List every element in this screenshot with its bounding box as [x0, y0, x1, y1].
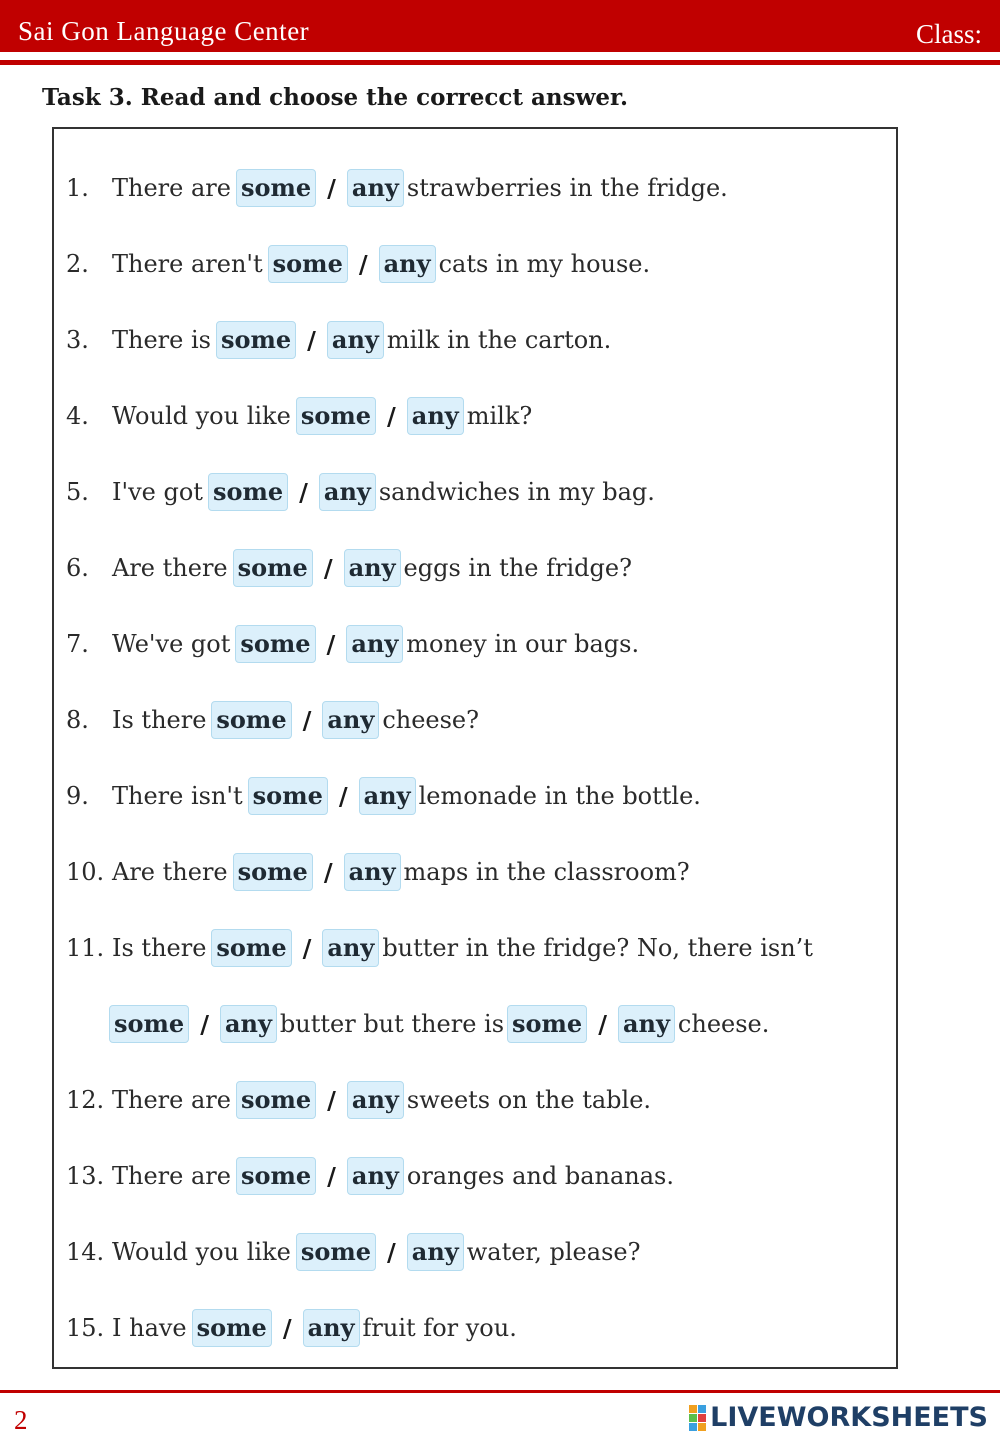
item-text-after: milk? — [466, 402, 533, 430]
option-any[interactable]: any — [346, 625, 403, 663]
option-separator: / — [323, 857, 333, 887]
option-some[interactable]: some — [236, 1081, 316, 1119]
option-separator: / — [327, 173, 336, 203]
option-separator: / — [598, 1009, 607, 1039]
option-separator: / — [307, 325, 316, 355]
item-number: 13. — [66, 1162, 105, 1190]
option-any[interactable]: any — [322, 929, 379, 967]
option-some-2[interactable]: some — [109, 1005, 189, 1043]
option-some[interactable]: some — [296, 1233, 376, 1271]
option-any[interactable]: any — [359, 777, 416, 815]
option-some[interactable]: some — [192, 1309, 272, 1347]
option-any[interactable]: any — [322, 701, 379, 739]
exercise-item — [66, 1078, 651, 1122]
item-text-after: sweets on the table. — [406, 1086, 652, 1114]
header-divider — [0, 60, 1000, 65]
option-separator: / — [302, 705, 312, 735]
item-text-after: strawberries in the fridge. — [406, 174, 728, 202]
brand-logo — [689, 1402, 988, 1433]
exercise-item — [66, 318, 611, 362]
exercise-item — [66, 242, 650, 286]
item-number: 9. — [66, 782, 89, 810]
exercise-item — [66, 1230, 640, 1274]
item-number: 2. — [66, 250, 89, 278]
item-text-before: There are — [112, 174, 231, 202]
item-text-before: Would you like — [112, 402, 291, 430]
item-text-before: There is — [112, 326, 211, 354]
school-name: Sai Gon Language Center — [18, 16, 310, 46]
item-number: 12. — [66, 1086, 105, 1114]
item-number: 11. — [66, 934, 105, 962]
option-separator: / — [327, 1161, 336, 1191]
option-separator: / — [302, 933, 312, 963]
item-text-after: oranges and bananas. — [406, 1162, 674, 1190]
item-text-before: I've got — [112, 478, 203, 506]
item-text-after: money in our bags. — [406, 630, 640, 658]
option-any[interactable]: any — [319, 473, 376, 511]
item-text-before: Are there — [112, 858, 228, 886]
item-text-after: butter in the fridge? No, there isn’t — [382, 934, 813, 962]
header-bar — [0, 0, 1000, 52]
item-number: 8. — [66, 706, 89, 734]
item-text-after: maps in the classroom? — [403, 858, 690, 886]
exercise-item — [66, 926, 813, 970]
item-number: 1. — [66, 174, 89, 202]
item-text-before: Are there — [112, 554, 228, 582]
item-text-after: lemonade in the bottle. — [418, 782, 701, 810]
item-text-middle: butter but there is — [279, 1010, 505, 1038]
item-number: 3. — [66, 326, 89, 354]
option-separator: / — [338, 781, 348, 811]
option-separator: / — [327, 1085, 336, 1115]
item-text-before: There are — [112, 1086, 231, 1114]
option-separator: / — [387, 1237, 396, 1267]
brand-name: LIVEWORKSHEETS — [710, 1402, 988, 1433]
option-any[interactable]: any — [347, 1157, 404, 1195]
option-any-2[interactable]: any — [220, 1005, 277, 1043]
item-text-after: cats in my house. — [438, 250, 651, 278]
item-text-before: Would you like — [112, 1238, 291, 1266]
option-any[interactable]: any — [347, 1081, 404, 1119]
exercise-item — [66, 546, 632, 590]
item-number: 10. — [66, 858, 105, 886]
option-separator: / — [323, 553, 333, 583]
exercise-item — [66, 394, 532, 438]
option-some[interactable]: some — [236, 1157, 316, 1195]
option-separator: / — [387, 401, 396, 431]
option-some[interactable]: some — [233, 853, 313, 891]
option-some[interactable]: some — [233, 549, 313, 587]
item-text-before: I have — [112, 1314, 187, 1342]
task-title: Task 3. Read and choose the correcct answer. — [42, 84, 629, 111]
item-text-before: Is there — [112, 934, 207, 962]
option-some[interactable]: some — [236, 169, 316, 207]
option-any[interactable]: any — [344, 549, 401, 587]
item-text-after: cheese? — [382, 706, 480, 734]
option-some[interactable]: some — [235, 625, 315, 663]
item-number: 15. — [66, 1314, 105, 1342]
item-text-after: sandwiches in my bag. — [378, 478, 655, 506]
page-number: 2 — [14, 1405, 28, 1435]
exercise-item — [66, 470, 655, 514]
footer-divider — [0, 1390, 1000, 1393]
option-some[interactable]: some — [211, 929, 291, 967]
exercise-item — [66, 850, 690, 894]
option-some[interactable]: some — [211, 701, 291, 739]
option-some-3[interactable]: some — [507, 1005, 587, 1043]
option-separator: / — [326, 629, 336, 659]
option-some[interactable]: some — [216, 321, 296, 359]
item-number: 6. — [66, 554, 89, 582]
option-any[interactable]: any — [347, 169, 404, 207]
item-text-before: We've got — [112, 630, 231, 658]
item-number: 14. — [66, 1238, 105, 1266]
option-any[interactable]: any — [379, 245, 436, 283]
option-any[interactable]: any — [407, 1233, 464, 1271]
option-separator: / — [282, 1313, 292, 1343]
exercise-item — [66, 166, 728, 210]
exercise-item — [66, 1154, 674, 1198]
item-text-before: There are — [112, 1162, 231, 1190]
item-text-after: eggs in the fridge? — [403, 554, 632, 582]
item-number: 4. — [66, 402, 89, 430]
item-text-after: fruit for you. — [362, 1314, 517, 1342]
item-number: 7. — [66, 630, 89, 658]
option-any[interactable]: any — [327, 321, 384, 359]
option-separator: / — [358, 249, 368, 279]
exercise-item — [66, 1306, 517, 1350]
exercise-item-continuation — [106, 1002, 769, 1046]
class-label: Class: — [915, 19, 982, 49]
item-text-end: cheese. — [677, 1010, 770, 1038]
option-any[interactable]: any — [344, 853, 401, 891]
option-any-3[interactable]: any — [618, 1005, 675, 1043]
liveworksheets-icon — [689, 1405, 706, 1431]
option-some[interactable]: some — [208, 473, 288, 511]
item-text-before: Is there — [112, 706, 207, 734]
item-text-after: water, please? — [466, 1238, 641, 1266]
item-text-before: There aren't — [112, 250, 263, 278]
option-separator: / — [200, 1009, 209, 1039]
option-any[interactable]: any — [303, 1309, 360, 1347]
option-any[interactable]: any — [407, 397, 464, 435]
option-some[interactable]: some — [296, 397, 376, 435]
exercise-item — [66, 622, 639, 666]
item-number: 5. — [66, 478, 89, 506]
option-separator: / — [299, 477, 308, 507]
exercise-item — [66, 698, 479, 742]
item-text-before: There isn't — [112, 782, 243, 810]
item-text-after: milk in the carton. — [386, 326, 612, 354]
exercise-item — [66, 774, 701, 818]
option-some[interactable]: some — [248, 777, 328, 815]
option-some[interactable]: some — [268, 245, 348, 283]
